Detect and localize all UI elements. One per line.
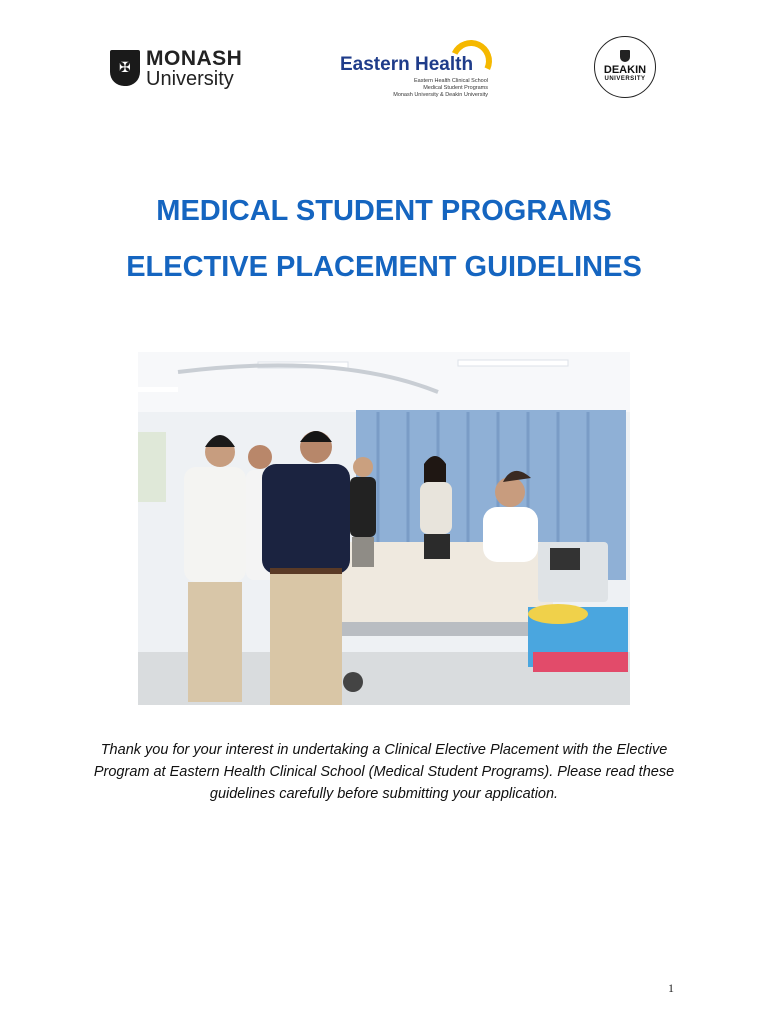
- deakin-wordmark: DEAKIN: [603, 64, 647, 77]
- document-title-line-2: ELECTIVE PLACEMENT GUIDELINES: [126, 251, 642, 283]
- monash-subword: University: [146, 67, 234, 90]
- eastern-health-wordmark: Eastern Health: [340, 54, 474, 75]
- monash-wordmark: MONASH: [146, 46, 243, 70]
- deakin-crest-icon: [620, 50, 630, 62]
- intro-paragraph: Thank you for your interest in undertaking a Clinical Elective Placement with the Elective Program at Eastern Health Clinical School (Medical Student Programs). Please read these guidelines carefully before submitting your application.: [93, 742, 675, 802]
- deakin-subword: UNIVERSITY: [604, 76, 646, 83]
- deakin-logo: [594, 36, 656, 98]
- page-number: 1: [668, 981, 674, 995]
- monash-logo: [110, 46, 250, 90]
- clinical-training-photo: [138, 352, 630, 705]
- monash-crest-icon: ✠: [110, 50, 140, 86]
- eastern-health-logo: [338, 38, 498, 108]
- logo-bar: [0, 30, 768, 110]
- photo-illustration: [138, 352, 630, 705]
- document-title-line-1: MEDICAL STUDENT PROGRAMS: [156, 195, 612, 227]
- eastern-health-subtitle: Eastern Health Clinical School Medical Student Programs Monash University & Deakin University: [393, 78, 488, 98]
